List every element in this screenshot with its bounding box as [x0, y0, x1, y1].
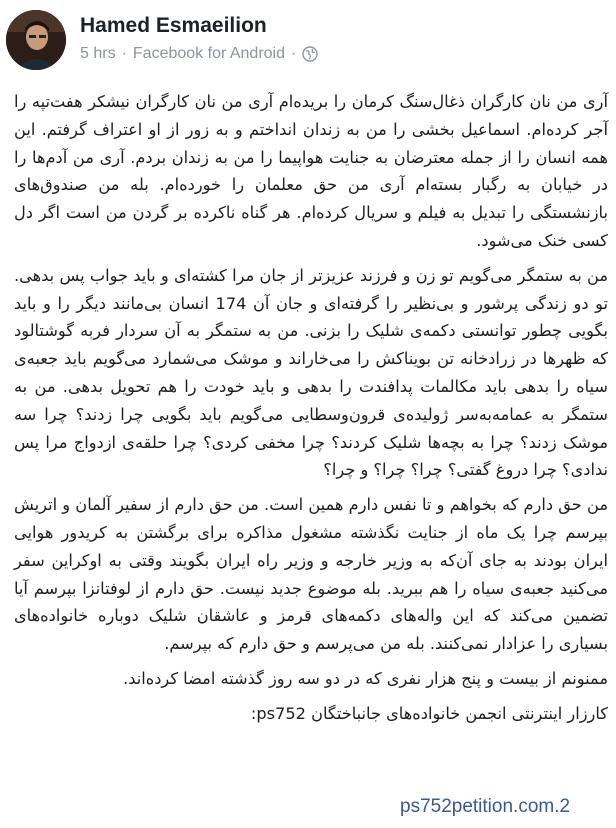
petition-link[interactable]: ps752petition.com.2 — [400, 796, 571, 817]
author-name[interactable]: Hamed Esmaeilion — [80, 14, 267, 37]
post-paragraph-3: من حق دارم که بخواهم و تا نفس دارم همین است. من حق دارم از سفیر آلمان و اتریش بپرسم چرا یک ماه از جنایت نگذشته مشغول مذاکره برای برگشتن به کریدور هوایی ایران بودند به جای آن‌که به وزیر خارجه و وزیر راه ایران بگویند وقتی به اوکراین سفر می‌کنید جعبه‌ی سیاه را هم ببرید. بله موضوع جدید نیست. حق دارم از لوفتانزا بپرسم آیا تضمین می‌کند که این واله‌های دکمه‌های قرمز و عاشقان شلیک دوباره خانواده‌های بسیاری را عزادار نمی‌کنند. بله من می‌پرسم و حق دارم که بپرسم. — [14, 495, 608, 654]
post-paragraph-5: کارزار اینترنتی انجمن خانواده‌های جانباختگان ps752: — [250, 703, 608, 723]
post-body — [14, 88, 608, 735]
post-source: Facebook for Android — [132, 45, 285, 62]
post-paragraph-2: من به ستمگر می‌گویم تو زن و فرزند عزیزتر از جان مرا کشته‌ای و باید جواب پس بدهی. تو دو زندگی پرشور و بی‌نظیر را گرفته‌ای و جان آن 174 انسان بی‌مانند دیگر را و باید بگویی چطور توانستی دکمه‌ی شلیک را بزنی. من به ستمگر به آن سردار فربه گوشتالود که ظهرها در زرادخانه تن بویناکش را می‌خاراند و موشک می‌شمارد می‌گویم باید جعبه‌ی سیاه را بدهی باید مکالمات پدافندت را بدهی و باید خودت را هم تحویل بدهی. من به ستمگر به عمامه‌به‌سر ژولیده‌ی قرون‌وسطایی می‌گویم باید بگویی چرا زدند؟ چرا سه موشک زدند؟ چرا به بچه‌ها شلیک کردند؟ چرا مخفی کردی؟ چرا حلقه‌ی ازدواج مرا پس ندادی؟ چرا دروغ گفتی؟ چرا؟ چرا؟ و چرا؟ — [14, 265, 608, 480]
post-paragraph-1: آری من نان کارگران ذغال‌سنگ کرمان را بریده‌ام آری من نان کارگران نیشکر هفت‌تپه را آجر کرده‌ام. اسماعیل بخشی را من به زندان انداختم و به زور از او اعتراف گرفتم. این همه انسان را از جمله معترضان به جنایت هواپیما را من به زندان بردم. آری من آدم‌ها را در خیابان به رگبار بسته‌ام آری من حق معلمان را خورده‌ام. بله من صندوق‌های بازنشستگی را تبدیل به فیلم و سریال کرده‌ام. هر گناه ناکرده بر گردن من است اگر دل کسی خنک می‌شود. — [14, 92, 608, 250]
meta-separator: · — [121, 45, 127, 62]
post-time[interactable]: 5 hrs — [80, 45, 116, 62]
post-header — [0, 0, 616, 84]
post-meta — [80, 45, 318, 63]
avatar-photo — [6, 10, 66, 70]
avatar[interactable] — [6, 10, 66, 70]
globe-icon[interactable] — [302, 46, 318, 62]
post-paragraph-4: ممنونم از بیست و پنج هزار نفری که در دو سه روز گذشته امضا کرده‌اند. — [123, 668, 608, 688]
meta-separator: · — [291, 45, 297, 62]
